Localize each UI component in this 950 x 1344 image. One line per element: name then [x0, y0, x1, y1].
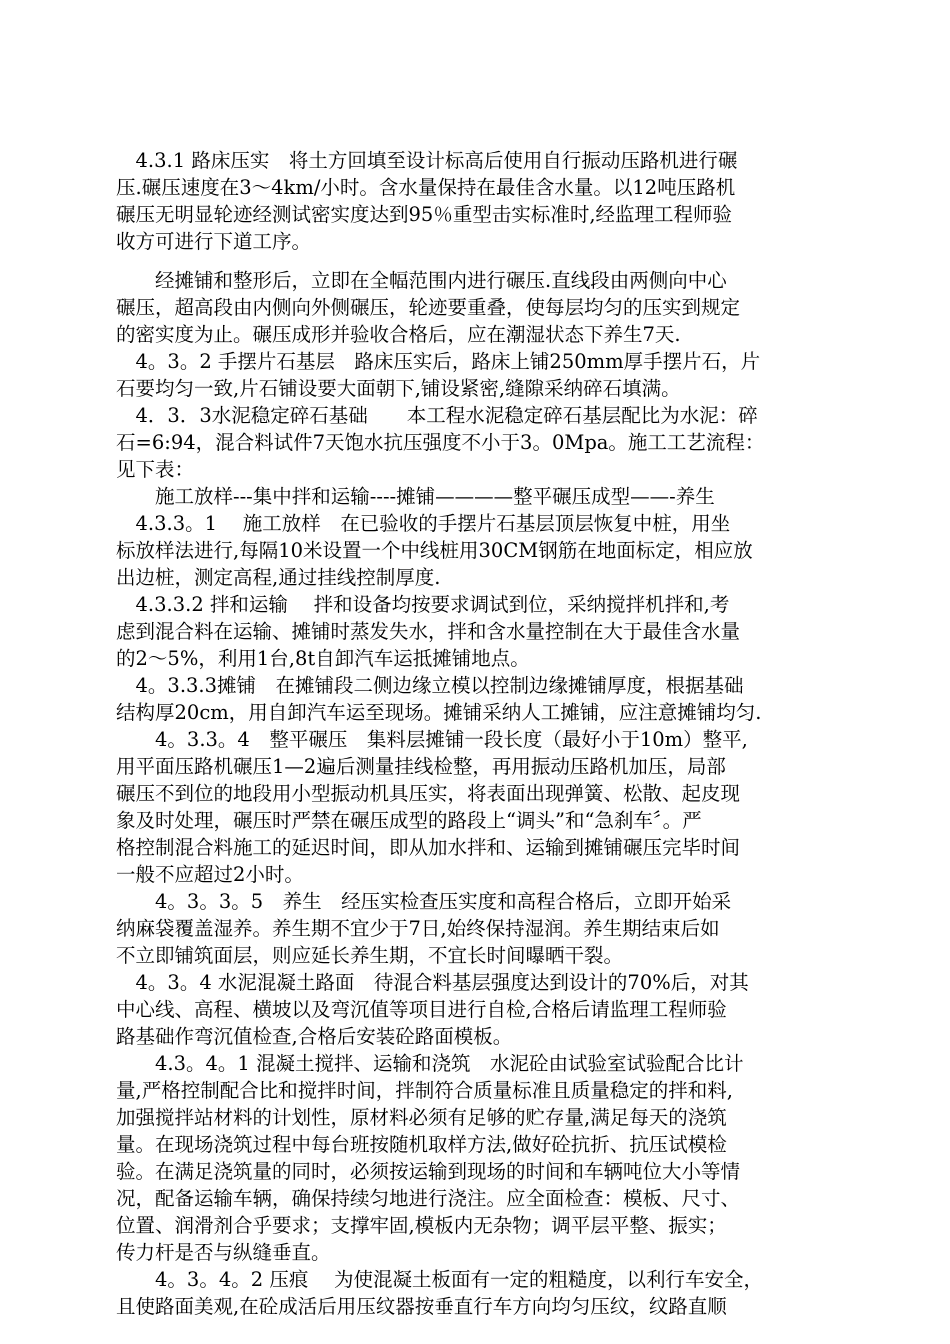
- text-line: 见下表：: [116, 458, 195, 481]
- text-line: 经摊铺和整形后，立即在全幅范围内进行碾压.直线段由两侧向中心: [116, 269, 727, 292]
- text-line: 4．3．3水泥稳定碎石基础 本工程水泥稳定碎石基层配比为水泥：碎: [116, 404, 758, 427]
- text-line: 石要均匀一致,片石铺设要大面朝下,铺设紧密,缝隙采纳碎石填满。: [116, 377, 681, 400]
- text-line: 碾压，超高段由内侧向外侧碾压，轮迹要重叠，使每层均匀的压实到规定: [116, 296, 741, 319]
- text-line: 4。3.3.3摊铺 在摊铺段二侧边缘立模以控制边缘摊铺厚度，根据基础: [116, 674, 744, 697]
- text-line: 碾压不到位的地段用小型振动机具压实，将表面出现弹簧、松散、起皮现: [116, 782, 741, 805]
- text-line: 况，配备运输车辆，确保持续匀地进行浇注。应全面检查：模板、尺寸、: [116, 1187, 741, 1210]
- text-line: 标放样法进行,每隔10米设置一个中线桩用30CM钢筋在地面标定，相应放: [116, 539, 753, 562]
- text-line: 验。在满足浇筑量的同时，必须按运输到现场的时间和车辆吨位大小等情: [116, 1160, 741, 1183]
- text-line: 4.3.3。1 施工放样 在已验收的手摆片石基层顶层恢复中桩，用坐: [116, 512, 731, 535]
- text-line: 中心线、高程、横坡以及弯沉值等项目进行自检,合格后请监理工程师验: [116, 998, 727, 1021]
- text-line: 4.3.1 路床压实 将土方回填至设计标高后使用自行振动压路机进行碾: [116, 149, 738, 172]
- text-line: 4。3。4。2 压痕 为使混凝土板面有一定的粗糙度，以利行车安全，: [116, 1268, 764, 1291]
- text-line: 4。3。2 手摆片石基层 路床压实后，路床上铺250mm厚手摆片石，片: [116, 350, 761, 373]
- text-line: 用平面压路机碾压1—2遍后测量挂线检整，再用振动压路机加压，局部: [116, 755, 726, 778]
- text-line: 4.3.3.2 拌和运输 拌和设备均按要求调试到位，采纳搅拌机拌和,考: [116, 593, 730, 616]
- text-line: 位置、润滑剂合乎要求；支撑牢固,模板内无杂物；调平层平整、振实；: [116, 1214, 727, 1237]
- text-line: 石=6:94，混合料试件7天饱水抗压强度不小于3。0Mpa。施工工艺流程：: [116, 431, 765, 454]
- text-line: 结构厚20cm，用自卸汽车运至现场。摊铺采纳人工摊铺，应注意摊铺均匀.: [116, 701, 762, 724]
- text-line: 的密实度为止。碾压成形并验收合格后，应在潮湿状态下养生7天.: [116, 323, 681, 346]
- text-line: 纳麻袋覆盖湿养。养生期不宜少于7日,始终保持湿润。养生期结束后如: [116, 917, 720, 940]
- text-line: 量,严格控制配合比和搅拌时间，拌制符合质量标准且质量稳定的拌和料,: [116, 1079, 733, 1102]
- text-line: 的2～5%，利用1台,8t自卸汽车运抵摊铺地点。: [116, 647, 530, 670]
- text-line: 且使路面美观,在砼成活后用压纹器按垂直行车方向均匀压纹，纹路直顺: [116, 1295, 727, 1318]
- text-line: 4。3。4 水泥混凝土路面 待混合料基层强度达到设计的70%后，对其: [116, 971, 749, 994]
- text-line: 路基础作弯沉值检查,合格后安装砼路面模板。: [116, 1025, 513, 1048]
- text-line: 一般不应超过2小时。: [116, 863, 304, 886]
- text-line: 不立即铺筑面层，则应延长养生期，不宜长时间曝晒干裂。: [116, 944, 624, 967]
- text-line: 象及时处理，碾压时严禁在碾压成型的路段上“调头”和“急刹车〞。严: [116, 809, 702, 832]
- text-line: 传力杆是否与纵缝垂直。: [116, 1241, 331, 1264]
- text-line: 压.碾压速度在3～4km/小时。含水量保持在最佳含水量。以12吨压路机: [116, 176, 736, 199]
- text-line: 加强搅拌站材料的计划性，原材料必须有足够的贮存量,满足每天的浇筑: [116, 1106, 727, 1129]
- text-line: 格控制混合料施工的延迟时间，即从加水拌和、运输到摊铺碾压完毕时间: [116, 836, 741, 859]
- text-line: 施工放样---集中拌和运输----摊铺————整平碾压成型——-养生: [116, 485, 715, 508]
- text-line: 收方可进行下道工序。: [116, 230, 312, 253]
- text-line: 4.3。4。1 混凝土搅拌、运输和浇筑 水泥砼由试验室试验配合比计: [116, 1052, 744, 1075]
- text-line: 虑到混合料在运输、摊铺时蒸发失水，拌和含水量控制在大于最佳含水量: [116, 620, 741, 643]
- text-line: 4。3。3。5 养生 经压实检查压实度和高程合格后，立即开始采: [116, 890, 732, 913]
- text-line: 4。3.3。4 整平碾压 集料层摊铺一段长度（最好小于10m）整平,: [116, 728, 748, 751]
- text-line: 碾压无明显轮迹经测试密实度达到95％重型击实标准时,经监理工程师验: [116, 203, 733, 226]
- text-line: 量。在现场浇筑过程中每台班按随机取样方法,做好砼抗折、抗压试模检: [116, 1133, 727, 1156]
- text-line: 出边桩，测定高程,通过挂线控制厚度.: [116, 566, 441, 589]
